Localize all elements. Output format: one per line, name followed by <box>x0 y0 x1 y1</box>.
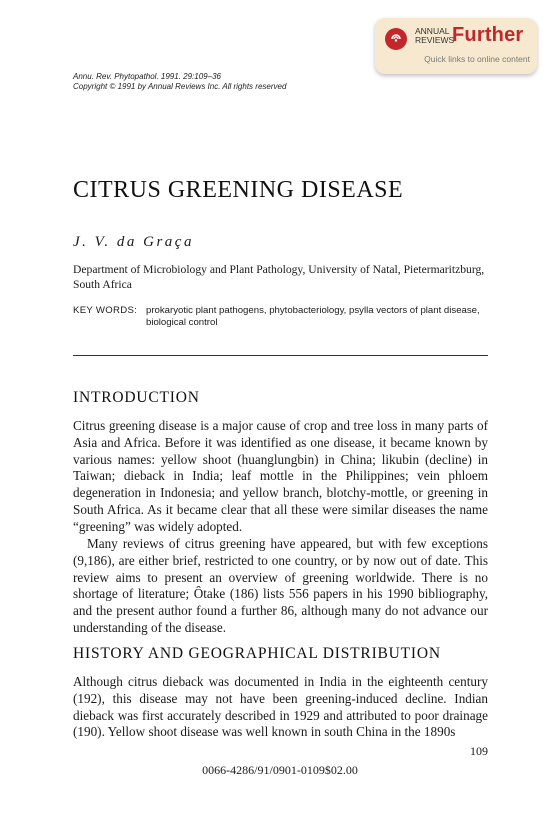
doi-line: 0066-4286/91/0901-0109$02.00 <box>202 763 358 777</box>
intro-paragraph-1: Citrus greening disease is a major cause of crop and tree loss in many parts of Asia and Africa. Before it was identified as one disease, it became known by various names: yellow shoot (huanglungbin) in China; likubin (decline) in Taiwan; dieback in India; leaf mottle in the Philippines; vein phloem degeneration in Indonesia; and yellow branch, blotchy-mottle, or greening in South Africa. As it became clear that all these were similar diseases the name “greening” was widely adopted. <box>73 418 488 534</box>
section-heading-introduction: INTRODUCTION <box>73 389 200 406</box>
history-paragraph-1: Although citrus dieback was documented in India in the eighteenth century (192), this disease may not have been greening-induced decline. Indian dieback was first accurately described in 1929 and attributed to poor drainage (190). Yellow shoot disease was well known in south China in the 1890s <box>73 674 488 740</box>
annual-reviews-logo-icon <box>385 28 407 50</box>
author-affiliation: Department of Microbiology and Plant Pathology, University of Natal, Pietermaritzburg, South Africa <box>73 263 485 291</box>
badge-line-annual: ANNUAL <box>415 26 450 36</box>
keywords-label: KEY WORDS: <box>73 305 138 316</box>
badge-tagline: Quick links to online content <box>424 54 530 64</box>
badge-small-text <box>415 27 454 45</box>
citation-line-2: Copyright © 1991 by Annual Reviews Inc. All rights reserved <box>73 82 287 91</box>
annual-reviews-further-badge[interactable] <box>375 18 537 74</box>
intro-paragraph-2: Many reviews of citrus greening have appeared, but with few exceptions (9,186), are either brief, restricted to one country, or by now out of date. This review aims to present an overview of greening worldwide. There is no shortage of literature; Ôtake (186) lists 556 papers in his 1990 bibliography, and the present author found a further 86, although many do not advance our understanding of the disease. <box>73 536 488 635</box>
article-author: J. V. da Graça <box>73 234 194 250</box>
divider-rule <box>73 355 488 356</box>
keywords-value: prokaryotic plant pathogens, phytobacteriology, psylla vectors of plant disease, biological control <box>146 305 480 328</box>
page-number: 109 <box>470 744 488 758</box>
article-title: CITRUS GREENING DISEASE <box>73 177 404 203</box>
journal-citation <box>73 72 286 92</box>
keywords-block <box>73 305 491 329</box>
citation-line-1: Annu. Rev. Phytopathol. 1991. 29:109–36 <box>73 72 221 81</box>
badge-brand: Further <box>452 24 524 46</box>
section-heading-history: HISTORY AND GEOGRAPHICAL DISTRIBUTION <box>73 645 441 662</box>
badge-line-reviews: REVIEWS <box>415 35 455 45</box>
